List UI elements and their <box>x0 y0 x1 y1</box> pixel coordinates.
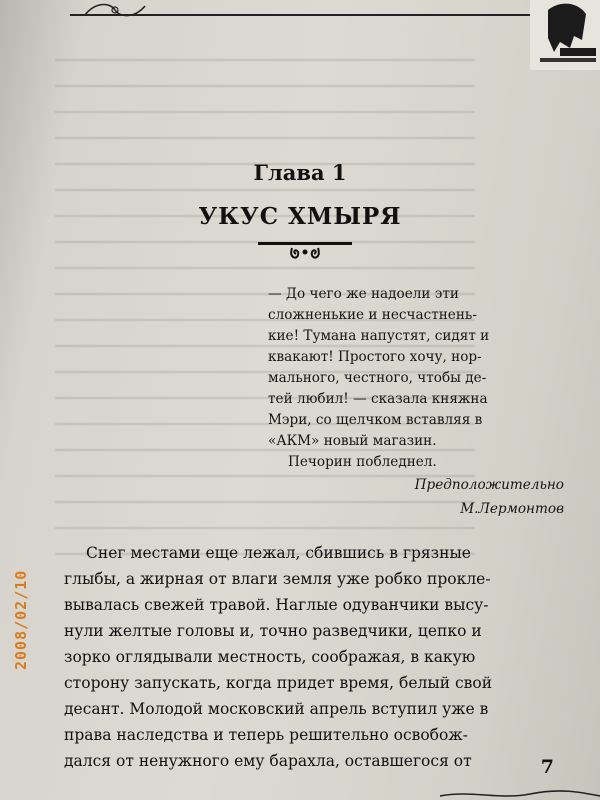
epigraph-line: Мэри, со щелчком вставляя в <box>268 412 483 428</box>
attribution-author: М.Лермонтов <box>460 501 564 517</box>
body-paragraph <box>64 540 534 774</box>
body-line: сторону запускать, когда придет время, белый свой <box>64 674 493 692</box>
epigraph-line: тей любил! — сказала княжна <box>268 391 488 407</box>
page-number: 7 <box>540 756 554 778</box>
corner-illustration-icon <box>530 0 600 70</box>
epigraph-line: сложненькие и несчастнень- <box>268 307 477 323</box>
epigraph-line: мального, честного, чтобы де- <box>268 370 487 386</box>
epigraph <box>268 284 568 473</box>
body-line: десант. Молодой московский апрель вступил уже в <box>64 700 489 718</box>
epigraph-line: кие! Тумана напустят, сидят и <box>268 328 490 344</box>
attribution-qualifier: Предположительно <box>414 477 564 493</box>
body-line: Снег местами еще лежал, сбившись в грязные <box>86 544 471 562</box>
body-line: дался от ненужного ему барахла, оставшегося от <box>64 752 472 770</box>
header-flourish-icon <box>80 0 150 20</box>
camera-date-stamp: 2008/02/10 <box>12 569 30 670</box>
body-line: зорко оглядывали местность, соображая, в какую <box>64 648 476 666</box>
body-line: нули желтые головы и, точно разведчики, цепко и <box>64 622 482 640</box>
epigraph-line: «АКМ» новый магазин. <box>268 433 437 449</box>
epigraph-attribution <box>264 473 564 521</box>
epigraph-line: Печорин побледнел. <box>288 454 437 470</box>
title-ornament-icon <box>258 238 352 262</box>
body-line: глыбы, а жирная от влаги земля уже робко прокле- <box>64 570 491 588</box>
epigraph-line: — До чего же надоели эти <box>268 286 459 302</box>
chapter-title: УКУС ХМЫРЯ <box>198 203 402 230</box>
footer-flourish-icon <box>440 790 600 800</box>
body-line: права наследства и теперь решительно освобож- <box>64 726 468 744</box>
body-line: вывалась свежей травой. Наглые одуванчики высу- <box>64 596 489 614</box>
epigraph-line: квакают! Простого хочу, нор- <box>268 349 482 365</box>
chapter-heading: Глава 1 <box>253 160 347 185</box>
